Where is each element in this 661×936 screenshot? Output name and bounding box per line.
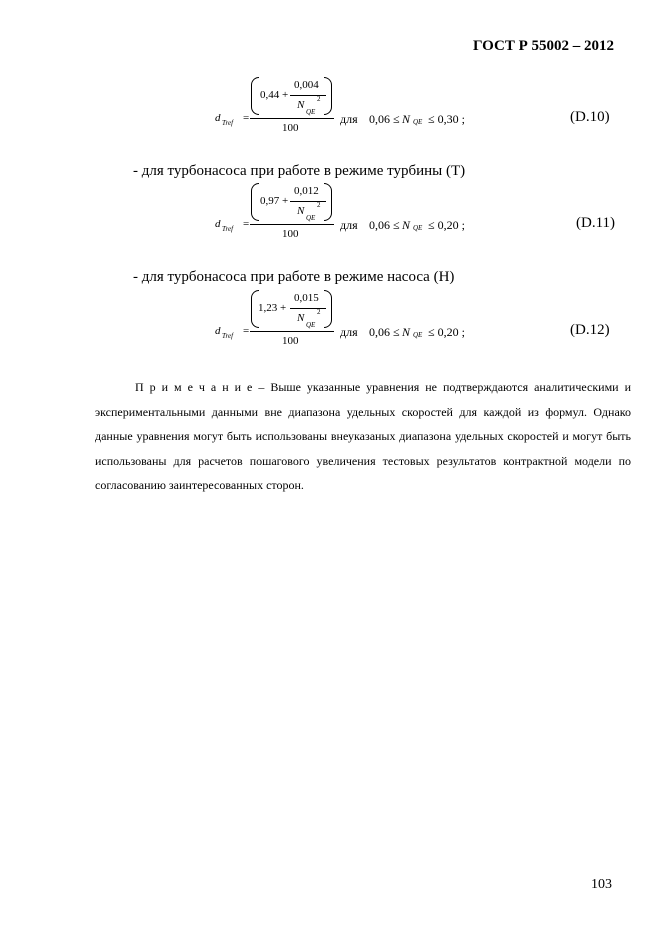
- formula-inner-denominator-subscript: QE: [306, 108, 316, 116]
- formula-lhs-subscript: Tref: [222, 225, 234, 233]
- note-paragraph: [95, 375, 631, 498]
- formula-condition-word: для: [340, 325, 358, 339]
- formula-divisor: 100: [282, 335, 299, 347]
- formula-inner-denominator: N: [297, 205, 305, 217]
- formula-inner-denominator-subscript: QE: [306, 214, 316, 222]
- formula-exponent: 2: [317, 308, 321, 316]
- formula-condition-var: N: [402, 112, 411, 126]
- pump-mode-line: - для турбонасоса при работе в режиме насоса (Н): [133, 269, 455, 285]
- page-number: 103: [591, 877, 612, 892]
- main-fraction-bar: [250, 118, 334, 119]
- formula-divisor: 100: [282, 228, 299, 240]
- formula-condition-lower: 0,06 ≤: [369, 325, 400, 339]
- left-parenthesis: [251, 183, 259, 221]
- formula-condition-var: N: [402, 325, 411, 339]
- note-text: – Выше указанные уравнения не подтверждаются аналитическими и экспериментальными данными вне диапазона удельных скоростей для каждой из формул. Однако данные уравнения могут быть использованы внеуказаных диапазона удельных скоростей и могут быть использованы для расчетов пошагового увеличения тестовых результатов контрактной модели по согласованию заинтересованных сторон.: [95, 380, 631, 492]
- main-fraction-bar: [250, 224, 334, 225]
- equation-number: (D.10): [570, 109, 610, 125]
- main-fraction-bar: [250, 331, 334, 332]
- right-parenthesis: [324, 290, 332, 328]
- formula-lhs: d: [215, 218, 221, 230]
- formula-inner-denominator-subscript: QE: [306, 321, 316, 329]
- formula-condition-upper: ≤ 0,30 ;: [428, 112, 465, 126]
- formula-exponent: 2: [317, 95, 321, 103]
- formula-exponent: 2: [317, 201, 321, 209]
- formula-condition-upper: ≤ 0,20 ;: [428, 325, 465, 339]
- document-header: ГОСТ Р 55002 – 2012: [472, 38, 614, 54]
- equation-number: (D.12): [570, 322, 610, 338]
- right-parenthesis: [324, 77, 332, 115]
- note-label: П р и м е ч а н и е: [135, 380, 253, 394]
- formula-d10: [0, 75, 661, 155]
- formula-constant: 0,44 +: [260, 89, 289, 101]
- left-parenthesis: [251, 77, 259, 115]
- formula-inner-numerator: 0,012: [294, 185, 319, 197]
- formula-condition-word: для: [340, 218, 358, 232]
- formula-condition-subscript: QE: [413, 224, 423, 232]
- formula-condition-word: для: [340, 112, 358, 126]
- formula-equals: =: [243, 325, 250, 337]
- formula-equals: =: [243, 112, 250, 124]
- turbine-mode-line: - для турбонасоса при работе в режиме турбины (Т): [133, 163, 466, 179]
- formula-condition-lower: 0,06 ≤: [369, 218, 400, 232]
- formula-d11: [0, 182, 661, 262]
- equation-number: (D.11): [576, 215, 616, 231]
- formula-lhs: d: [215, 112, 221, 124]
- formula-condition-upper: ≤ 0,20 ;: [428, 218, 465, 232]
- formula-equals: =: [243, 218, 250, 230]
- formula-divisor: 100: [282, 122, 299, 134]
- formula-condition-lower: 0,06 ≤: [369, 112, 400, 126]
- formula-inner-numerator: 0,015: [294, 292, 319, 304]
- formula-condition-subscript: QE: [413, 331, 423, 339]
- formula-condition-var: N: [402, 218, 411, 232]
- formula-inner-numerator: 0,004: [294, 79, 319, 91]
- right-parenthesis: [324, 183, 332, 221]
- formula-inner-denominator: N: [297, 312, 305, 324]
- formula-d12: [0, 287, 661, 367]
- formula-lhs-subscript: Tref: [222, 332, 234, 340]
- formula-constant: 1,23 +: [258, 302, 287, 314]
- formula-constant: 0,97 +: [260, 195, 289, 207]
- formula-condition-subscript: QE: [413, 118, 423, 126]
- formula-lhs: d: [215, 325, 221, 337]
- formula-lhs-subscript: Tref: [222, 119, 234, 127]
- formula-inner-denominator: N: [297, 99, 305, 111]
